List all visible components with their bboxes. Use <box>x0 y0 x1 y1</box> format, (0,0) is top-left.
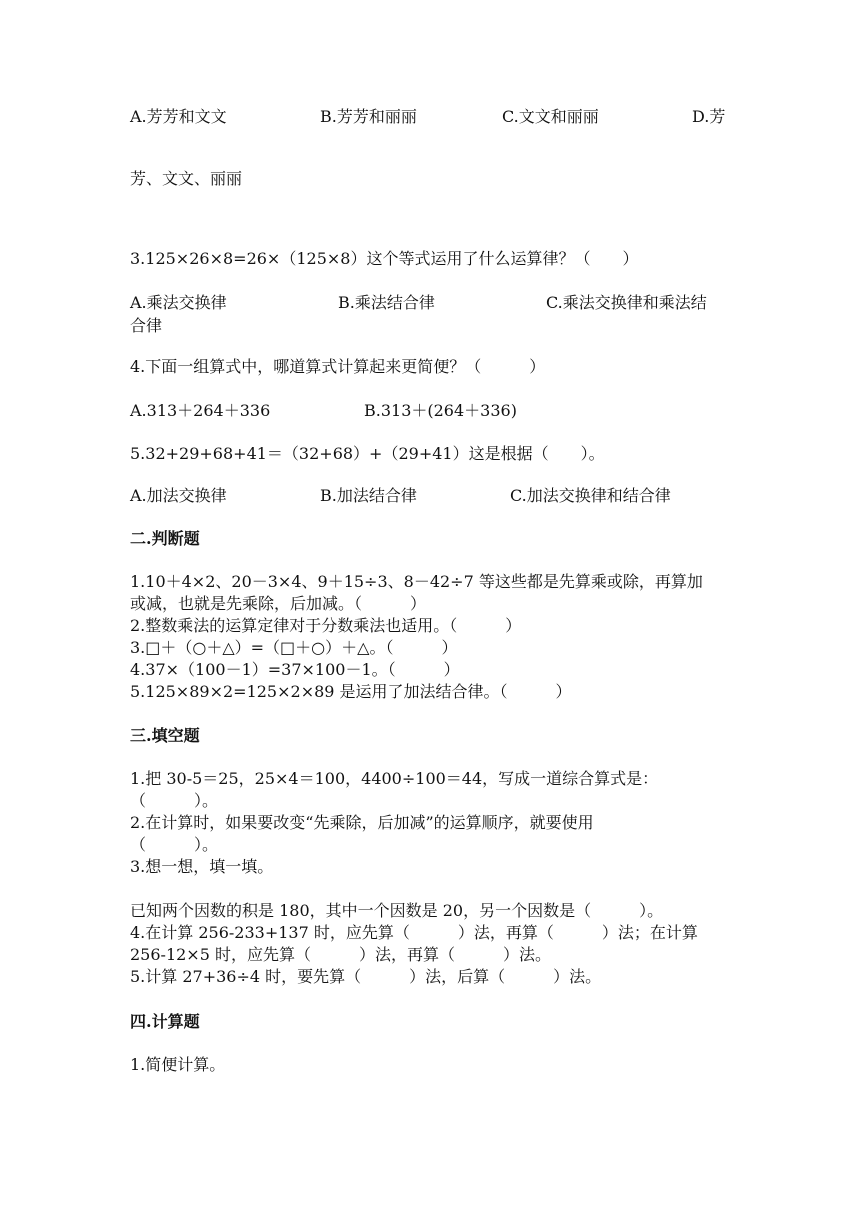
fill-line: 1.把 30-5＝25，25×4＝100，4400÷100＝44，写成一道综合算式是： <box>130 769 659 788</box>
q3-stem: 3.125×26×8=26×（125×8）这个等式运用了什么运算律？（ ） <box>130 249 639 268</box>
q3-option-c-start: C.乘法交换律和乘法结 <box>546 293 707 312</box>
q2-option-c: C.文文和丽丽 <box>502 107 599 126</box>
judgement-line: 3.□＋（○＋△）=（□＋○）＋△。（ ） <box>130 638 458 657</box>
fill-line: 2.在计算时，如果要改变“先乘除，后加减”的运算顺序，就要使用 <box>130 813 594 832</box>
fill-line: 已知两个因数的积是 180，其中一个因数是 20，另一个因数是（ ）。 <box>130 901 664 920</box>
q2-option-d-start: D.芳 <box>692 107 726 126</box>
q4-option-a: A.313＋264＋336 <box>130 401 271 420</box>
fill-line: （ ）。 <box>130 791 219 810</box>
section-title-calculation: 四.计算题 <box>130 1012 200 1031</box>
q4-option-b: B.313＋(264＋336) <box>364 401 517 420</box>
fill-line: 256-12×5 时，应先算（ ）法，再算（ ）法。 <box>130 945 551 964</box>
q2-option-b: B.芳芳和丽丽 <box>320 107 417 126</box>
judgement-line: 1.10＋4×2、20－3×4、9＋15÷3、8－42÷7 等这些都是先算乘或除，再算加 <box>130 572 703 591</box>
q5-option-a: A.加法交换律 <box>130 486 227 505</box>
fill-line: 3.想一想，填一填。 <box>130 857 274 876</box>
section-title-judgement: 二.判断题 <box>130 529 200 548</box>
q5-option-c: C.加法交换律和结合律 <box>510 486 671 505</box>
q3-option-a: A.乘法交换律 <box>130 293 227 312</box>
fill-line: （ ）。 <box>130 835 219 854</box>
judgement-line: 4.37×（100－1）=37×100－1。（ ） <box>130 660 460 679</box>
fill-line: 5.计算 27+36÷4 时，要先算（ ）法，后算（ ）法。 <box>130 967 602 986</box>
q5-option-b: B.加法结合律 <box>320 486 417 505</box>
q5-stem: 5.32+29+68+41＝（32+68）+（29+41）这是根据（ ）。 <box>130 444 605 463</box>
q3-option-c-end: 合律 <box>130 316 163 335</box>
q2-option-a: A.芳芳和文文 <box>130 107 227 126</box>
calc-line: 1.简便计算。 <box>130 1055 226 1074</box>
fill-line: 4.在计算 256-233+137 时，应先算（ ）法，再算（ ）法；在计算 <box>130 923 698 942</box>
judgement-line: 或减，也就是先乘除，后加减。（ ） <box>130 594 427 613</box>
judgement-line: 2.整数乘法的运算定律对于分数乘法也适用。（ ） <box>130 616 522 635</box>
judgement-line: 5.125×89×2=125×2×89 是运用了加法结合律。（ ） <box>130 682 572 701</box>
q4-stem: 4.下面一组算式中，哪道算式计算起来更简便？（ ） <box>130 357 546 376</box>
q2-option-d-end: 芳、文文、丽丽 <box>130 169 243 188</box>
q3-option-b: B.乘法结合律 <box>338 293 435 312</box>
section-title-fill-blank: 三.填空题 <box>130 726 200 745</box>
